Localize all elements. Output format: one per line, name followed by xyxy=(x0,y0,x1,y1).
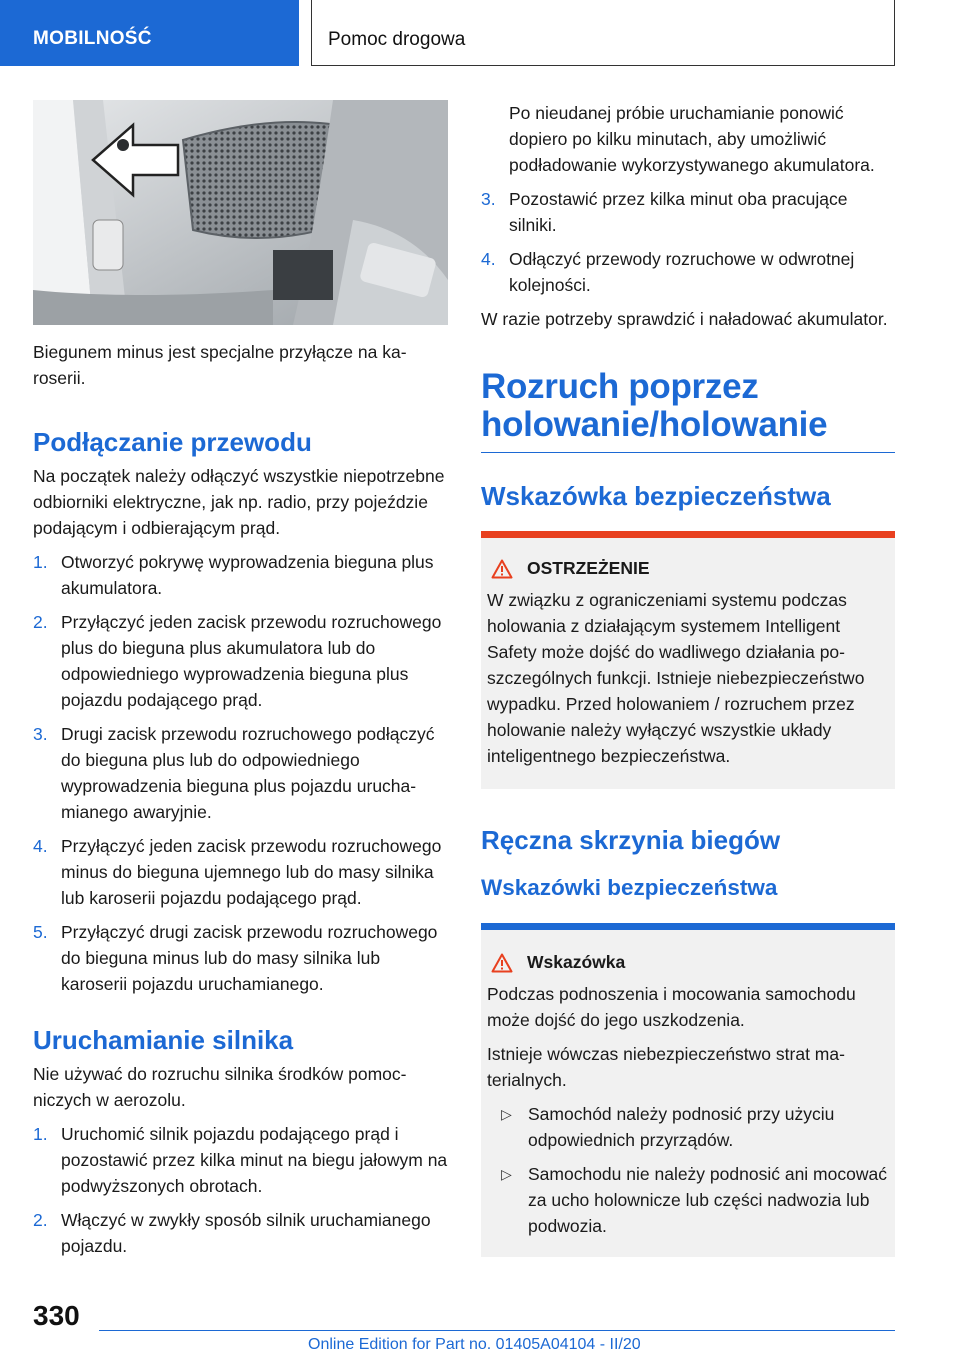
list-item: 5. Przyłączyć drugi zacisk przewodu rozruchowego do bieguna minus lub do masy silnika lub karoserii pojazdu uruchamianego. xyxy=(33,922,438,994)
start-steps-continued xyxy=(481,186,895,298)
bullet-triangle-icon: ▷ xyxy=(501,1166,512,1182)
page-number: 330 xyxy=(33,1300,80,1331)
warning-bar xyxy=(481,531,895,538)
connect-intro: Na początek należy odłączyć wszystkie niepotrzebne odbiorniki elektryczne, jak np. radio, przy pojeździe podającym i odbierającym prąd. xyxy=(33,466,445,538)
connect-steps xyxy=(33,549,448,997)
list-item: 2. Przyłączyć jeden zacisk przewodu rozruchowego plus do bieguna plus akumulatora lub do odpowiedniego wyprowadzenia bieguna plus pojazdu podającego prąd. xyxy=(33,612,442,710)
notice-label: Wskazówka xyxy=(527,952,626,972)
engine-bay-photo xyxy=(33,100,448,325)
section-heading-manual: Ręczna skrzynia biegów xyxy=(481,825,781,855)
heading-rule xyxy=(481,452,895,453)
warning-header xyxy=(487,558,888,579)
warning-label: OSTRZEŻENIE xyxy=(527,558,650,578)
chapter-heading-tow: Rozruch poprzez holowanie/holowanie xyxy=(481,367,828,444)
left-column xyxy=(33,100,448,1259)
list-item: 1. Uruchomić silnik pojazdu podającego prąd i pozostawić przez kilka minut na biegu jałowym na podwyższonych obrotach. xyxy=(33,1124,448,1196)
subheading-safety: Wskazówki bezpieczeństwa xyxy=(481,875,778,900)
page-header xyxy=(0,0,960,66)
list-item: 4. Przyłączyć jeden zacisk przewodu rozruchowego minus do bieguna ujemnego lub do masy silnika lub karoserii pojazdu podającego prąd. xyxy=(33,836,442,908)
bullet-triangle-icon: ▷ xyxy=(501,1106,512,1122)
section-tab: MOBILNOŚĆ xyxy=(0,0,299,66)
continued-text: Po nieudanej próbie uruchamianie ponowić dopiero po kilku minutach, aby umożliwić podładowanie wykorzystywanego akumulatora. xyxy=(509,103,875,175)
list-item: 2. Włączyć w zwykły sposób silnik uruchamianego pojazdu. xyxy=(33,1210,431,1256)
list-item: 3. Pozostawić przez kilka minut oba pracujące silniki. xyxy=(481,189,848,235)
section-heading-safety: Wskazówka bezpieczeństwa xyxy=(481,481,831,511)
section-heading-connect: Podłączanie przewodu xyxy=(33,427,312,457)
start-steps xyxy=(33,1121,448,1259)
notice-header xyxy=(487,952,888,973)
battery-check-text: W razie potrzeby sprawdzić i naładować akumulator. xyxy=(481,309,888,329)
list-item: 3. Drugi zacisk przewodu rozruchowego podłączyć do bieguna plus lub do odpowiedniego wyprowadzenia bieguna plus pojazdu uruchamianego awaryjnie. xyxy=(33,724,435,822)
section-heading-start: Uruchamianie silnika xyxy=(33,1025,294,1055)
list-item: ▷ Samochodu nie należy podnosić ani mocować za ucho holownicze lub części nadwozia lub podwozia. xyxy=(487,1161,888,1239)
engine-bay-illustration xyxy=(33,100,448,325)
warning-text: W związku z ograniczeniami systemu podczas holowania z działającym systemem Intelligent Safety może dojść do wadliwego działania poszczególnych funkcji. Istnieje niebezpieczeństwo wypadku. Przed holowaniem / rozruchem przez holowanie należy wyłączyć wszystkie układy inteligentnego bezpieczeństwa. xyxy=(487,590,865,766)
footer-rule xyxy=(99,1330,895,1331)
list-item: ▷ Samochód należy podnosić przy użyciu odpowiednich przyrządów. xyxy=(487,1101,888,1153)
warning-triangle-icon xyxy=(491,559,513,579)
list-item: 4. Odłączyć przewody rozruchowe w odwrotnej kolejności. xyxy=(481,249,855,295)
edition-info: Online Edition for Part no. 01405A04104 - II/20 xyxy=(308,1336,641,1353)
notice-bullets xyxy=(487,1101,888,1239)
notice-text-1: Podczas podnoszenia i mocowania samochodu może dojść do jego uszkodzenia. xyxy=(487,984,856,1030)
warning-box xyxy=(481,531,895,789)
start-intro: Nie używać do rozruchu silnika środków pomocniczych w aerozolu. xyxy=(33,1064,407,1110)
notice-text-2: Istnieje wówczas niebezpieczeństwo strat materialnych. xyxy=(487,1044,845,1090)
right-column xyxy=(481,100,895,1257)
list-item: 1. Otworzyć pokrywę wyprowadzenia bieguna plus akumulatora. xyxy=(33,552,434,598)
notice-bar xyxy=(481,923,895,930)
notice-box xyxy=(481,923,895,1257)
topic-title: Pomoc drogowa xyxy=(311,0,895,66)
photo-caption: Biegunem minus jest specjalne przyłącze na karoserii. xyxy=(33,342,407,388)
warning-triangle-icon xyxy=(491,953,513,973)
